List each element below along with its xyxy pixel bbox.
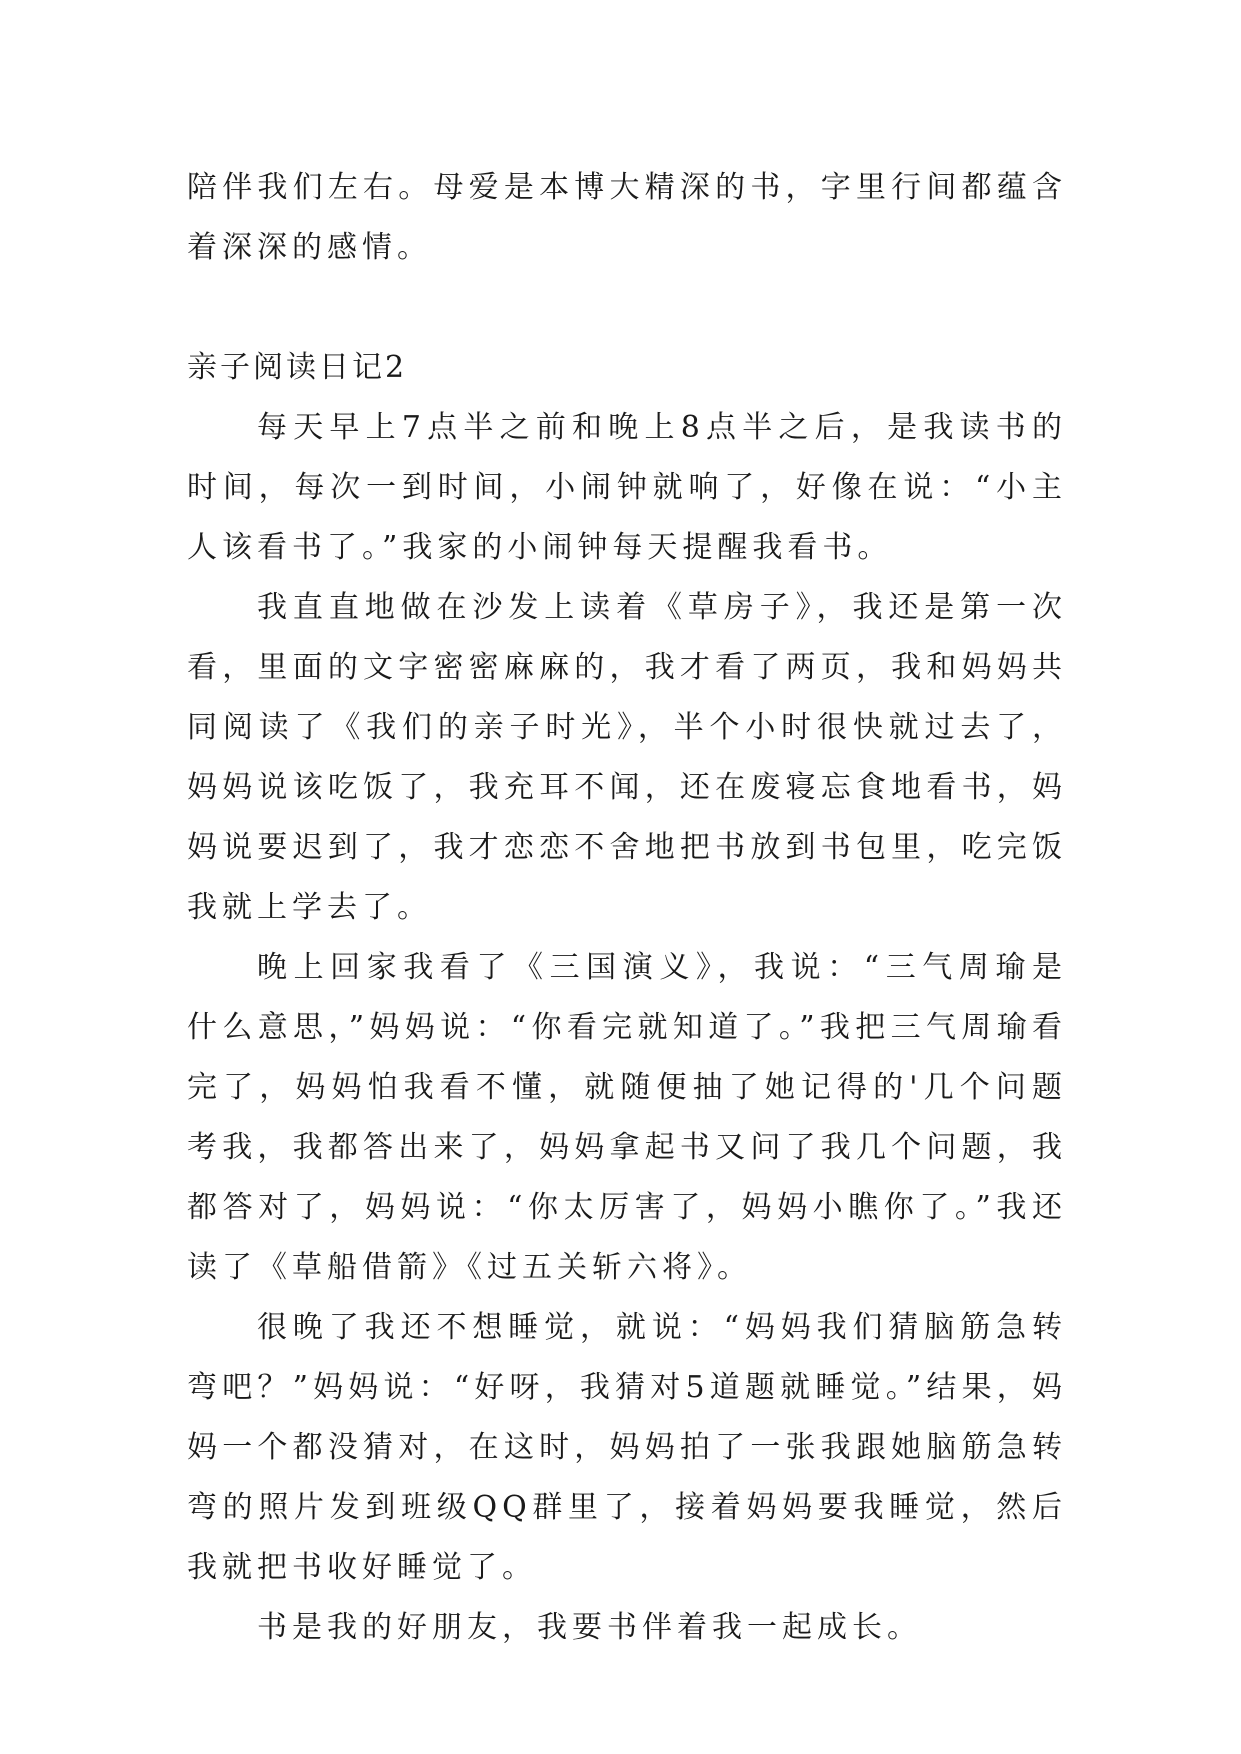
paragraph-3: 晚上回家我看了《三国演义》，我说：“三气周瑜是什么意思，”妈妈说：“你看完就知道了。”我把三气周瑜看完了，妈妈怕我看不懂，就随便抽了她记得的'几个问题考我，我都答出来了，妈妈拿起书又问了我几个问题，我都答对了，妈妈说：“你太厉害了，妈妈小瞧你了。”我还读了《草船借箭》《过五关斩六将》。 (187, 950, 1067, 1285)
document-body (187, 158, 1067, 1658)
intro-paragraph: 陪伴我们左右。母爱是本博大精深的书，字里行间都蕴含着深深的感情。 (187, 170, 1067, 265)
paragraph-5: 书是我的好朋友，我要书伴着我一起成长。 (257, 1610, 922, 1645)
paragraph-1: 每天早上7点半之前和晚上8点半之后，是我读书的时间，每次一到时间，小闹钟就响了，好像在说：“小主人该看书了。”我家的小闹钟每天提醒我看书。 (187, 410, 1067, 565)
section-title: 亲子阅读日记2 (187, 350, 408, 385)
paragraph-2: 我直直地做在沙发上读着《草房子》，我还是第一次看，里面的文字密密麻麻的，我才看了两页，我和妈妈共同阅读了《我们的亲子时光》，半个小时很快就过去了，妈妈说该吃饭了，我充耳不闻，还在废寝忘食地看书，妈妈说要迟到了，我才恋恋不舍地把书放到书包里，吃完饭我就上学去了。 (187, 590, 1067, 925)
paragraph-4: 很晚了我还不想睡觉，就说：“妈妈我们猜脑筋急转弯吧？”妈妈说：“好呀，我猜对5道题就睡觉。”结果，妈妈一个都没猜对，在这时，妈妈拍了一张我跟她脑筋急转弯的照片发到班级QQ群里了，接着妈妈要我睡觉，然后我就把书收好睡觉了。 (187, 1310, 1067, 1585)
paragraph-gap (187, 278, 1067, 338)
